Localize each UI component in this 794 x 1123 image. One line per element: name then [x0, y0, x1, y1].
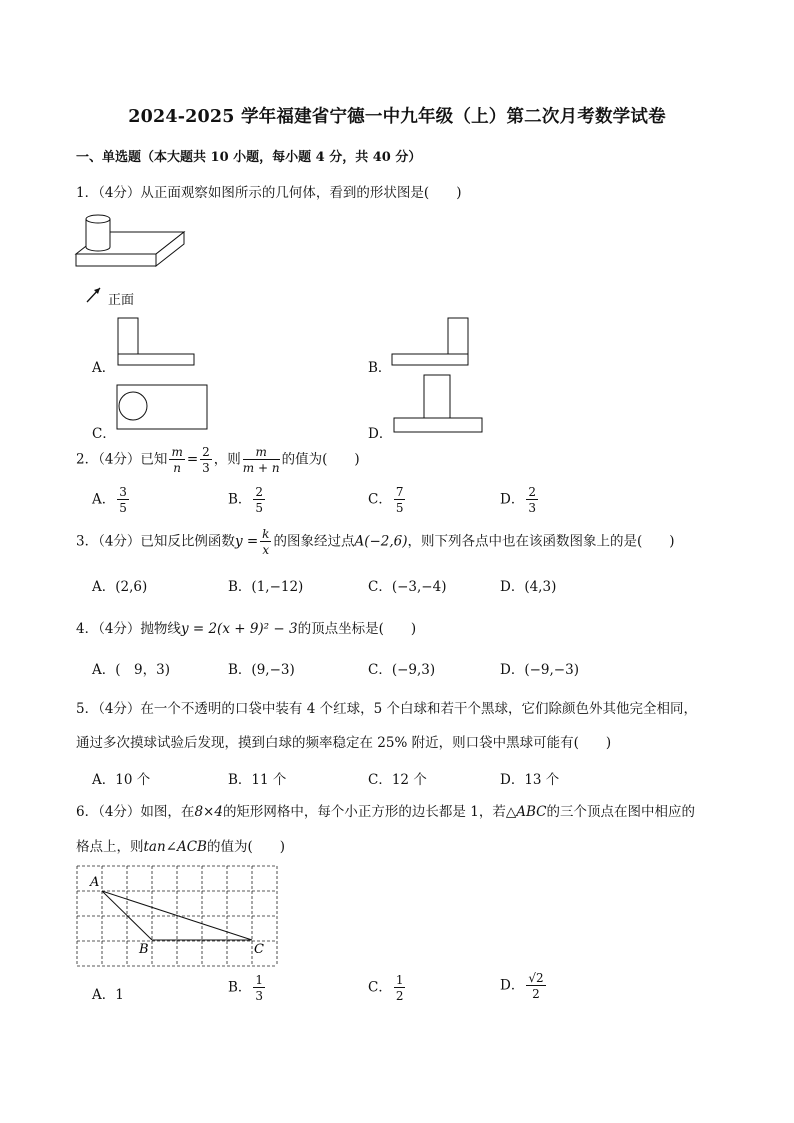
q2-given-numerator: m — [171, 445, 183, 459]
q2-option-c[interactable] — [368, 486, 407, 514]
q2-option-c-numerator: 7 — [395, 485, 404, 499]
q4-option-d[interactable] — [500, 658, 579, 678]
q6-tan-expr: tan∠ACB — [143, 839, 207, 855]
q4-option-c-label: C． — [368, 662, 392, 678]
q5-option-b-label: B． — [228, 772, 252, 788]
question-6-line-1 — [76, 800, 695, 820]
q3-option-d-label: D． — [500, 579, 525, 595]
q1-option-d-label[interactable]: D． — [368, 426, 393, 442]
q3-func-denominator: x — [262, 543, 270, 557]
q2-option-d[interactable] — [500, 486, 540, 514]
q6-triangle: △ABC — [505, 804, 547, 820]
exam-title: 2024-2025 学年福建省宁德一中九年级（上）第二次月考数学试卷 — [128, 107, 666, 127]
question-1-text: 1．（4分）从正面观察如图所示的几何体，看到的形状图是( ) — [76, 185, 462, 201]
q2-option-b-label: B． — [228, 491, 252, 508]
q4-option-b-value: (9,−3) — [251, 662, 295, 678]
q5-option-c-value: 12 个 — [391, 772, 427, 788]
q3-option-c-label: C． — [368, 579, 392, 595]
question-4-text — [76, 617, 416, 637]
section-heading: 一、单选题（本大题共 10 小题，每小题 4 分，共 40 分） — [76, 150, 422, 165]
q3-option-d-value: (4,3) — [524, 579, 557, 595]
q5-option-a-label: A． — [92, 772, 116, 788]
q6-option-c[interactable] — [368, 974, 407, 1002]
q1-option-b-label[interactable]: B． — [368, 360, 392, 376]
q6-line2-prefix: 格点上，则 — [76, 839, 144, 855]
q4-option-c[interactable] — [368, 658, 435, 678]
q4-option-d-value: (−9,−3) — [524, 662, 579, 678]
q6-line1-prefix: 6．（4分）如图，在 — [76, 804, 195, 820]
q2-option-a-denominator: 5 — [119, 501, 127, 515]
q3-point: A(−2,6) — [354, 533, 408, 550]
q5-option-a-value: 10 个 — [115, 772, 151, 788]
q6-option-d-numerator: √2 — [528, 971, 544, 985]
q1-option-d-figure — [390, 373, 486, 435]
q2-prefix: 2．（4分）已知 — [76, 451, 168, 468]
q6-option-a-value: 1 — [115, 987, 124, 1003]
q4-option-c-value: (−9,3) — [391, 662, 436, 678]
q3-option-b[interactable] — [228, 575, 303, 595]
q2-suffix: 的值为( ) — [281, 451, 360, 468]
q6-option-d[interactable] — [500, 972, 548, 1000]
q5-option-b-value: 11 个 — [251, 772, 287, 788]
q6-option-a-label: A． — [92, 987, 116, 1003]
q6-option-c-denominator: 2 — [395, 989, 404, 1003]
slab-front-face — [76, 254, 156, 266]
q6-line1-mid: 的矩形网格中，每个小正方形的边长都是 1，若 — [222, 804, 506, 820]
q5-option-a[interactable] — [92, 768, 150, 788]
q4-option-a[interactable] — [92, 658, 170, 678]
q2-option-a-numerator: 3 — [119, 485, 127, 499]
q5-option-d-label: D． — [500, 772, 525, 788]
q3-option-a[interactable] — [92, 575, 147, 595]
q6-line2-suffix: 的值为( ) — [206, 839, 286, 855]
q6-line1-suffix: 的三个顶点在图中相应的 — [546, 804, 695, 820]
q2-given-denominator: n — [173, 461, 181, 475]
q2-option-b-numerator: 2 — [255, 485, 264, 499]
q3-option-c[interactable] — [368, 575, 446, 595]
q4-formula: y = 2(x + 9)² − 3 — [180, 621, 298, 637]
q3-option-b-value: (1,−12) — [251, 579, 304, 595]
q4-option-b-label: B． — [228, 662, 252, 678]
cylinder-top — [86, 215, 110, 223]
q1-option-a-figure — [116, 316, 198, 368]
q6-option-b-numerator: 1 — [255, 973, 264, 987]
q5-option-c-label: C． — [368, 772, 392, 788]
q6-grid-figure — [70, 860, 285, 972]
q2-option-c-label: C． — [368, 491, 392, 508]
q5-option-c[interactable] — [368, 768, 427, 788]
q3-option-c-value: (−3,−4) — [391, 579, 447, 595]
q3-func-numerator: k — [262, 527, 270, 541]
q3-func-y: y = — [234, 533, 259, 550]
q2-option-a[interactable] — [92, 486, 131, 514]
question-6-line-2 — [76, 835, 285, 855]
q2-option-d-label: D． — [500, 491, 525, 508]
q6-option-b[interactable] — [228, 974, 267, 1002]
q2-option-d-denominator: 3 — [528, 501, 536, 515]
question-5-line-1: 5．（4分）在一个不透明的口袋中装有 4 个红球，5 个白球和若干个黑球，它们除颜色外其他完全相同， — [76, 701, 697, 717]
q4-option-d-label: D． — [500, 662, 525, 678]
question-2-text — [76, 446, 360, 474]
q5-option-b[interactable] — [228, 768, 286, 788]
q6-option-b-denominator: 3 — [255, 989, 264, 1003]
q2-value-denominator: 3 — [202, 461, 210, 475]
vertex-a-label: A — [90, 875, 100, 890]
q3-mid: 的图象经过点 — [273, 533, 355, 550]
q3-option-b-label: B． — [228, 579, 252, 595]
q3-option-a-label: A． — [92, 579, 116, 595]
q4-prefix: 4．（4分）抛物线 — [76, 621, 181, 637]
q1-option-c-figure — [115, 382, 211, 434]
q2-option-b-denominator: 5 — [255, 501, 264, 515]
q6-grid-size: 8×4 — [194, 804, 223, 820]
q2-option-a-label: A． — [92, 491, 116, 508]
q6-option-c-label: C． — [368, 979, 392, 996]
q2-option-d-numerator: 2 — [528, 485, 536, 499]
q6-option-c-numerator: 1 — [395, 973, 404, 987]
vertex-c-label: C — [254, 942, 264, 957]
q4-option-a-value: ( 9，3) — [115, 662, 170, 678]
q3-option-d[interactable] — [500, 575, 556, 595]
q2-mid: ，则 — [213, 451, 241, 468]
q6-option-a[interactable] — [92, 983, 124, 1003]
question-5-line-2: 通过多次摸球试验后发现，摸到白球的频率稳定在 25% 附近，则口袋中黑球可能有( ) — [76, 735, 612, 751]
q4-suffix: 的顶点坐标是( ) — [297, 621, 417, 637]
q6-option-d-label: D． — [500, 977, 525, 994]
q4-option-a-label: A． — [92, 662, 116, 678]
question-3-text — [76, 528, 675, 556]
q2-ask-numerator: m — [243, 446, 280, 460]
q4-option-b[interactable] — [228, 658, 295, 678]
q6-option-b-label: B． — [228, 979, 252, 996]
q2-ask-denominator: m + n — [242, 461, 280, 475]
q2-value-numerator: 2 — [202, 445, 210, 459]
q2-equals: = — [186, 451, 199, 468]
q6-option-d-denominator: 2 — [532, 987, 540, 1001]
q3-suffix: ，则下列各点中也在该函数图象上的是( ) — [407, 533, 675, 550]
q5-option-d-value: 13 个 — [524, 772, 560, 788]
q1-option-c-label[interactable]: C． — [92, 426, 116, 442]
q2-option-b[interactable] — [228, 486, 267, 514]
q3-prefix: 3．（4分）已知反比例函数 — [76, 533, 235, 550]
vertex-b-label: B — [139, 942, 149, 957]
q1-option-b-figure — [390, 316, 472, 368]
q3-option-a-value: (2,6) — [115, 579, 148, 595]
front-label: 正面 — [108, 293, 135, 308]
q5-option-d[interactable] — [500, 768, 559, 788]
q2-option-c-denominator: 5 — [395, 501, 404, 515]
q1-option-a-label[interactable]: A． — [92, 360, 116, 376]
